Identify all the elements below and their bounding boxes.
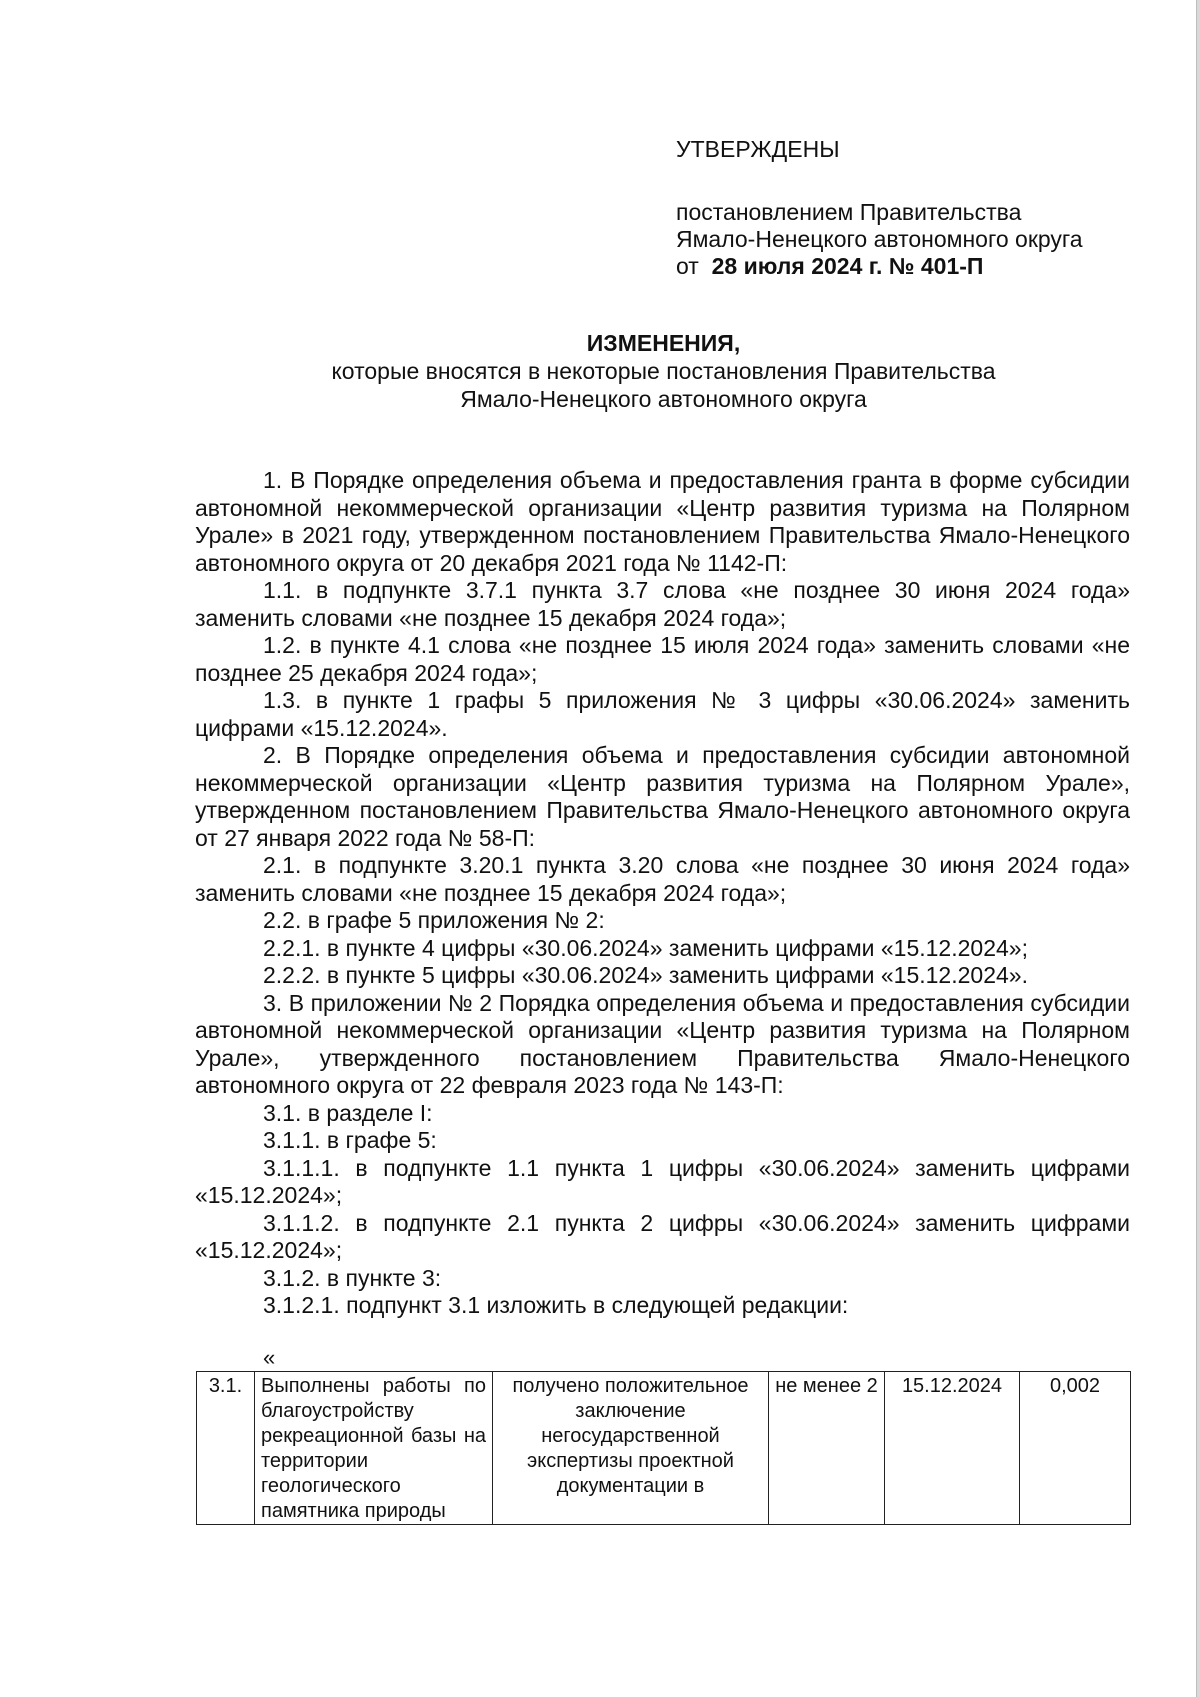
heading-line-1: которые вносятся в некоторые постановления Правительства (331, 358, 996, 384)
approval-title: УТВЕРЖДЕНЫ (676, 136, 840, 162)
decree-number: 28 июля 2024 г. № 401-П (711, 253, 984, 279)
paragraph-2-1: 2.1. в подпункте 3.20.1 пункта 3.20 слова «не позднее 30 июня 2024 года» заменить словами «не позднее 15 декабря 2024 года»; (195, 852, 1130, 906)
paragraph-1: 1. В Порядке определения объема и предоставления гранта в форме субсидии автономной некоммерческой организации «Центр развития туризма на Полярном Урале» в 2021 году, утвержденном постановлением Правительства Ямало-Ненецкого автономного округа от 20 декабря 2021 года № 1142-П: (195, 467, 1130, 576)
paragraph-3: 3. В приложении № 2 Порядка определения объема и предоставления субсидии автономной некоммерческой организации «Центр развития туризма на Полярном Урале», утвержденного постановлением Правительства Ямало-Ненецкого автономного округа от 22 февраля 2023 года № 143-П: (195, 989, 1130, 1098)
paragraph-1-1: 1.1. в подпункте 3.7.1 пункта 3.7 слова «не позднее 30 июня 2024 года» заменить словами «не позднее 15 декабря 2024 года»; (195, 577, 1130, 631)
paragraph-1-3: 1.3. в пункте 1 графы 5 приложения № 3 цифры «30.06.2024» заменить цифрами «15.12.2024». (195, 687, 1130, 741)
paragraph-2-2: 2.2. в графе 5 приложения № 2: (263, 907, 605, 933)
paragraph-3-1: 3.1. в разделе I: (263, 1099, 433, 1126)
amendment-table (196, 1371, 1131, 1525)
cell-number: 3.1. (197, 1372, 255, 1525)
paragraph-3-1-1: 3.1.1. в графе 5: (263, 1127, 437, 1153)
cell-date: 15.12.2024 (885, 1372, 1020, 1525)
paragraph-2-2-1: 2.2.1. в пункте 4 цифры «30.06.2024» заменить цифрами «15.12.2024»; (263, 934, 1028, 961)
approval-block (676, 136, 1083, 280)
table-row (197, 1372, 1131, 1525)
approval-date-prefix: от (676, 253, 699, 279)
heading-title: ИЗМЕНЕНИЯ, (586, 330, 741, 356)
cell-value: не менее 2 (769, 1372, 885, 1525)
heading-line-2: Ямало-Ненецкого автономного округа (460, 386, 867, 412)
paragraph-3-1-2-1: 3.1.2.1. подпункт 3.1 изложить в следующей редакции: (263, 1292, 849, 1318)
paragraph-3-1-2: 3.1.2. в пункте 3: (263, 1264, 442, 1291)
paragraph-2: 2. В Порядке определения объема и предоставления субсидии автономной некоммерческой организации «Центр развития туризма на Полярном Урале», утвержденном постановлением Правительства Ямало-Ненецкого автономного округа от 27 января 2022 года № 58-П: (195, 742, 1130, 851)
document-body (195, 467, 1130, 1320)
paragraph-3-1-1-1: 3.1.1.1. в подпункте 1.1 пункта 1 цифры «30.06.2024» заменить цифрами «15.12.2024»; (195, 1154, 1130, 1208)
opening-quote-mark: « (263, 1345, 276, 1370)
paragraph-2-2-2: 2.2.2. в пункте 5 цифры «30.06.2024» заменить цифрами «15.12.2024». (263, 962, 1028, 988)
paragraph-1-2: 1.2. в пункте 4.1 слова «не позднее 15 июля 2024 года» заменить словами «не позднее 25 декабря 2024 года»; (195, 632, 1130, 686)
approval-line-1: постановлением Правительства (676, 199, 1022, 225)
paragraph-3-1-1-2: 3.1.1.2. в подпункте 2.1 пункта 2 цифры «30.06.2024» заменить цифрами «15.12.2024»; (195, 1209, 1130, 1263)
cell-work-description: Выполнены работы по благоустройству рекреационной базы на территории геологического памятника природы (255, 1372, 493, 1525)
cell-result: получено положительное заключение негосударственной экспертизы проектной документации в (493, 1372, 769, 1525)
document-heading (195, 329, 1132, 413)
approval-line-2: Ямало-Ненецкого автономного округа (676, 226, 1083, 252)
approval-decree-line (676, 253, 1083, 280)
cell-amount: 0,002 (1020, 1372, 1131, 1525)
